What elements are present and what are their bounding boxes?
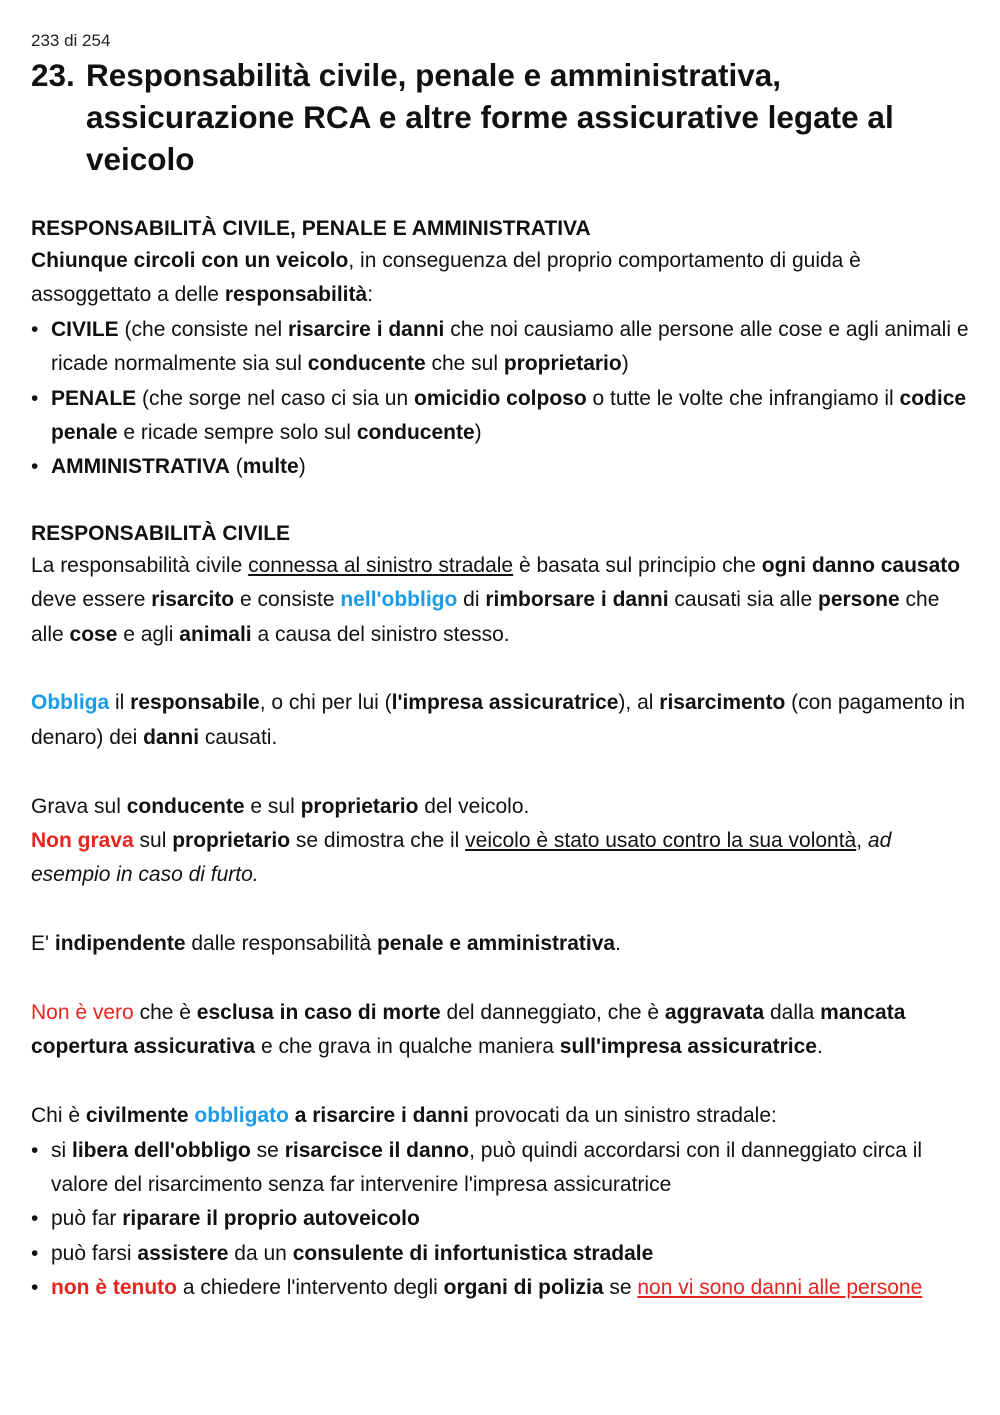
paragraph: E' indipendente dalle responsabilità penale e amministrativa. [31,932,621,956]
paragraph: Non è vero che è esclusa in caso di morte del danneggiato, che è aggravata dalla mancata copertura assicurativa e che grava in qualche maniera sull'impresa assicuratrice. [31,1001,906,1059]
section-heading: RESPONSABILITÀ CIVILE, PENALE E AMMINISTRATIVA [31,217,591,240]
list-item: • può far riparare il proprio autoveicolo [31,1202,971,1236]
section-responsabilita-civile [31,519,971,1306]
section-responsabilita [31,214,971,485]
paragraph: Grava sul conducente e sul proprietario del veicolo. [31,794,530,818]
obligations-list [31,1134,971,1306]
title-number: 23. [31,57,75,93]
paragraph: Non grava sul proprietario se dimostra che il veicolo è stato usato contro la sua volontà, ad esempio in caso di furto. [31,829,892,887]
paragraph: Obbliga il responsabile, o chi per lui (l'impresa assicuratrice), al risarcimento (con pagamento in denaro) dei danni causati. [31,691,966,749]
page-number: 233 di 254 [31,31,111,50]
list-item-civile: • CIVILE (che consiste nel risarcire i danni che noi causiamo alle persone alle cose e agli animali e ricade normalmente sia sul conducente che sul proprietario) [31,313,971,382]
list-item-amministrativa: • AMMINISTRATIVA (multe) [31,450,971,484]
list-item-penale: • PENALE (che sorge nel caso ci sia un omicidio colposo o tutte le volte che infrangiamo il codice penale e ricade sempre solo sul conducente) [31,382,971,451]
paragraph: La responsabilità civile connessa al sinistro stradale è basata sul principio che ogni danno causato deve essere risarcito e consiste nell'obbligo di rimborsare i danni causati sia alle persone che alle cose e agli animali a causa del sinistro stesso. [31,553,961,646]
responsibility-list [31,313,971,485]
paragraph: Chi è civilmente obbligato a risarcire i danni provocati da un sinistro stradale: [31,1104,777,1128]
list-item: • si libera dell'obbligo se risarcisce il danno, può quindi accordarsi con il danneggiato circa il valore del risarcimento senza far intervenire l'impresa assicuratrice [31,1134,971,1203]
list-item: • non è tenuto a chiedere l'intervento degli organi di polizia se non vi sono danni alle persone [31,1271,971,1305]
intro-paragraph: Chiunque circoli con un veicolo, in conseguenza del proprio comportamento di guida è assoggettato a delle responsabilità: [31,249,861,307]
page-title [31,54,971,180]
list-item: • può farsi assistere da un consulente di infortunistica stradale [31,1237,971,1271]
title-text: Responsabilità civile, penale e amministrativa, assicurazione RCA e altre forme assicurative legate al veicolo [86,57,894,177]
document-page [31,30,971,1306]
section-heading: RESPONSABILITÀ CIVILE [31,521,291,545]
